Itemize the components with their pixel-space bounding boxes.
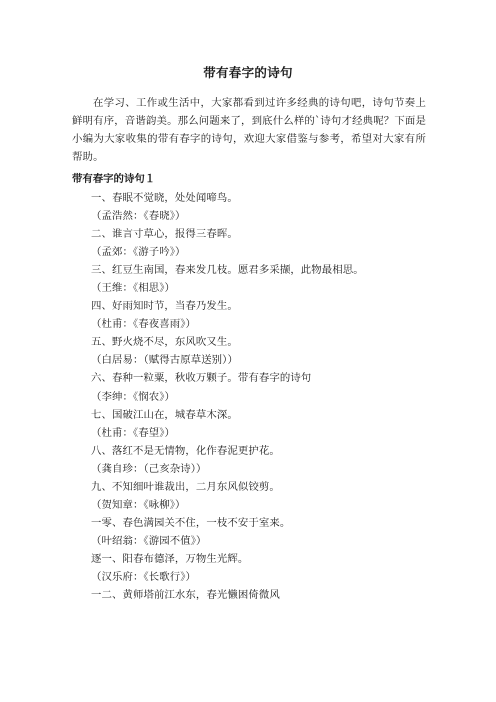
poem-source: （王维：《相思》）: [91, 282, 176, 295]
poem-source: （孟郊：《游子吟》）: [91, 246, 186, 259]
section-heading: 带有春字的诗句１: [72, 173, 156, 185]
poem-list: [91, 189, 364, 604]
poem-source: （杜甫：《春夜喜雨》）: [91, 318, 196, 331]
poem-line: 一二、黄师塔前江水东，春光懒困倚微风: [91, 589, 280, 602]
poem-source: （白居易：（赋得古原草送别））: [91, 354, 238, 367]
poem-line: 三、红豆生南国，春来发几枝。愿君多采撷，此物最相思。: [91, 264, 364, 277]
poem-source: （龚自珍：（己亥杂诗））: [91, 462, 207, 475]
poem-source: （叶绍翁：《游园不值》）: [91, 534, 207, 547]
poem-source: （杜甫：《春望》）: [91, 426, 176, 439]
poem-source: （孟浩然：《春晓》）: [91, 210, 186, 223]
document-title: 带有春字的诗句: [203, 65, 293, 80]
poem-line: 五、野火烧不尽，东风吹又生。: [91, 336, 238, 349]
poem-line: 七、国破江山在，城春草木深。: [91, 408, 238, 421]
poem-line: 六、春种一粒粟，秋收万颗子。带有春字的诗句: [91, 372, 312, 385]
poem-line: 九、不知细叶谁裁出，二月东风似铰剪。: [91, 480, 280, 493]
poem-line: 逐一、阳春布德泽，万物生光辉。: [91, 552, 249, 565]
poem-line: 一零、春色满园关不住，一枝不安于室来。: [91, 516, 291, 529]
poem-line: 一、春眠不觉晓，处处闻啼鸟。: [91, 192, 238, 204]
poem-source: （贺知章：《咏柳》）: [91, 498, 186, 511]
poem-line: 四、好雨知时节，当春乃发生。: [91, 300, 238, 313]
poem-source: （李绅：《悯农》）: [91, 390, 176, 403]
poem-line: 八、落红不是无情物，化作春泥更护花。: [91, 444, 280, 457]
intro-paragraph: 在学习、工作或生活中，大家都看到过许多经典的诗句吧，诗句节奏上鲜明有序，音谐韵美。那么问题来了，到底什么样的`诗句才经典呢？下面是小编为大家收集的带有春字的诗句，欢迎大家借鉴与参考，希望对大家有所帮助。: [72, 97, 426, 164]
poem-line: 二、谁言寸草心，报得三春晖。: [91, 228, 238, 241]
poem-source: （汉乐府：《长歌行》）: [91, 570, 196, 583]
